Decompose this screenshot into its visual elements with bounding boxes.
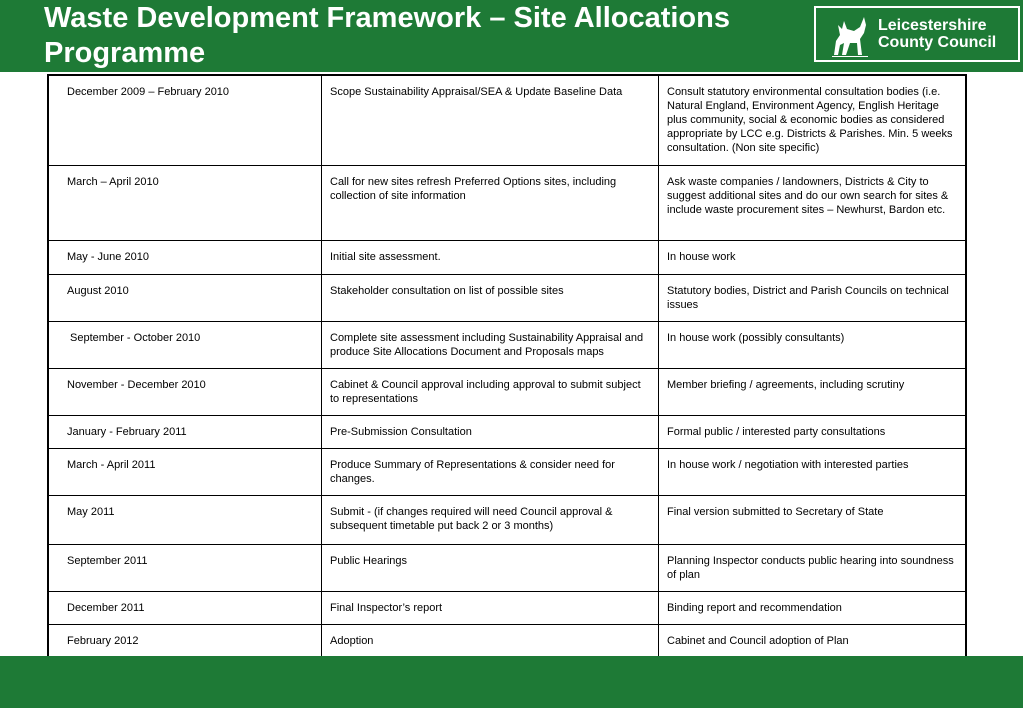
council-logo <box>814 6 1020 62</box>
notes-cell: Statutory bodies, District and Parish Councils on technical issues <box>659 274 967 321</box>
date-cell: May 2011 <box>48 495 322 544</box>
date-cell: March – April 2010 <box>48 165 322 240</box>
notes-cell: Ask waste companies / landowners, Districts & City to suggest additional sites and do our own search for sites & include waste procurement sites – Newhurst, Bardon etc. <box>659 165 967 240</box>
activity-cell: Stakeholder consultation on list of possible sites <box>322 274 659 321</box>
notes-cell: Member briefing / agreements, including scrutiny <box>659 368 967 415</box>
table-row <box>48 321 966 368</box>
activity-cell: Initial site assessment. <box>322 240 659 274</box>
date-cell: May - June 2010 <box>48 240 322 274</box>
table-row <box>48 165 966 240</box>
activity-cell: Complete site assessment including Sustainability Appraisal and produce Site Allocations Document and Proposals maps <box>322 321 659 368</box>
programme-table <box>47 74 967 659</box>
date-cell: February 2012 <box>48 624 322 658</box>
notes-cell: In house work (possibly consultants) <box>659 321 967 368</box>
date-cell: November - December 2010 <box>48 368 322 415</box>
date-cell: January - February 2011 <box>48 415 322 448</box>
logo-line-1: Leicestershire <box>878 17 987 34</box>
activity-cell: Submit - (if changes required will need Council approval & subsequent timetable put back 2 or 3 months) <box>322 495 659 544</box>
table-row <box>48 274 966 321</box>
table-row <box>48 75 966 165</box>
table-row <box>48 495 966 544</box>
page-title: Waste Development Framework – Site Allocations Programme <box>44 2 730 69</box>
footer-band <box>0 656 1023 708</box>
notes-cell: Consult statutory environmental consultation bodies (i.e. Natural England, Environment Agency, English Heritage plus community, social & economic bodies as considered appropriate by LCC e.g. Districts & Parishes. Min. 5 weeks consultation. (Non site specific) <box>659 75 967 165</box>
table-row <box>48 240 966 274</box>
activity-cell: Call for new sites refresh Preferred Options sites, including collection of site information <box>322 165 659 240</box>
notes-cell: In house work / negotiation with interested parties <box>659 448 967 495</box>
date-cell: September - October 2010 <box>48 321 322 368</box>
activity-cell: Pre-Submission Consultation <box>322 415 659 448</box>
fox-emblem-icon <box>830 11 870 57</box>
activity-cell: Produce Summary of Representations & consider need for changes. <box>322 448 659 495</box>
table-row <box>48 415 966 448</box>
notes-cell: Planning Inspector conducts public hearing into soundness of plan <box>659 544 967 591</box>
table-row <box>48 368 966 415</box>
activity-cell: Scope Sustainability Appraisal/SEA & Update Baseline Data <box>322 75 659 165</box>
notes-cell: Binding report and recommendation <box>659 591 967 624</box>
notes-cell: Cabinet and Council adoption of Plan <box>659 624 967 658</box>
logo-line-2: County Council <box>878 34 997 51</box>
logo-wordmark <box>878 17 996 51</box>
activity-cell: Public Hearings <box>322 544 659 591</box>
table-row <box>48 591 966 624</box>
date-cell: December 2009 – February 2010 <box>48 75 322 165</box>
activity-cell: Cabinet & Council approval including approval to submit subject to representations <box>322 368 659 415</box>
notes-cell: Final version submitted to Secretary of State <box>659 495 967 544</box>
date-cell: December 2011 <box>48 591 322 624</box>
notes-cell: In house work <box>659 240 967 274</box>
table-row <box>48 544 966 591</box>
date-cell: September 2011 <box>48 544 322 591</box>
table-row <box>48 624 966 658</box>
date-cell: August 2010 <box>48 274 322 321</box>
notes-cell: Formal public / interested party consultations <box>659 415 967 448</box>
activity-cell: Final Inspector’s report <box>322 591 659 624</box>
table-row <box>48 448 966 495</box>
date-cell: March - April 2011 <box>48 448 322 495</box>
activity-cell: Adoption <box>322 624 659 658</box>
